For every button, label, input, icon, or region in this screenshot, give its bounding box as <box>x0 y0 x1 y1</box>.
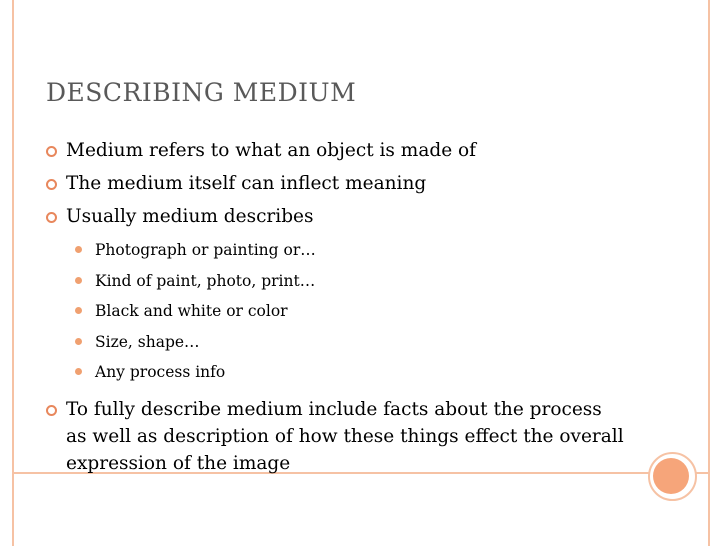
sub-bullet-item <box>75 271 315 292</box>
bullet-text: To fully describe medium include facts about the process as well as description of how these things effect the overall expression of the image <box>66 399 624 474</box>
dot-bullet-icon <box>75 338 82 345</box>
sub-bullet-text: Kind of paint, photo, print… <box>95 272 316 290</box>
bullet-text: Usually medium describes <box>66 206 314 227</box>
bullet-text: Medium refers to what an object is made of <box>66 140 477 161</box>
ring-bullet-icon <box>46 146 57 157</box>
dot-bullet-icon <box>75 277 82 284</box>
bullet-item <box>46 137 636 164</box>
sub-bullet-text: Black and white or color <box>95 302 288 320</box>
sub-bullet-item <box>75 362 225 383</box>
sub-bullet-item <box>75 301 288 322</box>
ring-bullet-icon <box>46 212 57 223</box>
bullet-item <box>46 396 626 477</box>
ring-bullet-icon <box>46 179 57 190</box>
slide-title: DESCRIBING MEDIUM <box>46 78 357 107</box>
bullet-item <box>46 203 636 230</box>
bullet-text: The medium itself can inflect meaning <box>66 173 427 194</box>
sub-bullet-item <box>75 332 200 353</box>
dot-bullet-icon <box>75 368 82 375</box>
sub-bullet-text: Size, shape… <box>95 333 200 351</box>
dot-bullet-icon <box>75 246 82 253</box>
decorative-circle-fill <box>653 458 689 494</box>
dot-bullet-icon <box>75 307 82 314</box>
ring-bullet-icon <box>46 405 57 416</box>
sub-bullet-text: Photograph or painting or… <box>95 241 316 259</box>
frame-left-line <box>12 0 14 546</box>
bullet-item <box>46 170 636 197</box>
sub-bullet-text: Any process info <box>95 363 226 381</box>
frame-right-line <box>708 0 710 546</box>
sub-bullet-item <box>75 240 316 261</box>
